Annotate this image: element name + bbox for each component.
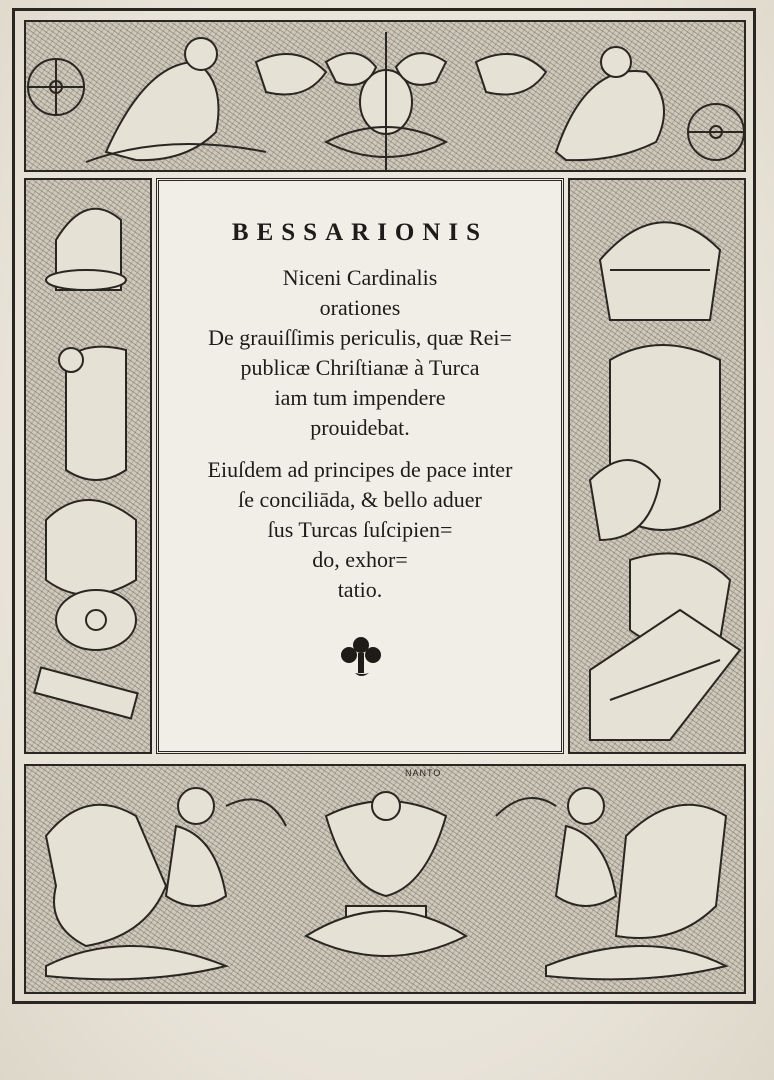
title-line-1: Niceni Cardinalis xyxy=(282,265,438,290)
right-woodcut-panel xyxy=(568,178,746,754)
left-woodcut-illustration xyxy=(26,180,150,752)
title-text-block xyxy=(156,178,564,754)
right-woodcut-illustration xyxy=(570,180,744,752)
book-title: BESSARIONIS xyxy=(231,219,489,246)
title-line-3: De grauiſſimis periculis, quæ Rei= xyxy=(208,325,512,350)
bottom-woodcut-panel xyxy=(24,764,746,994)
title-line-6: prouidebat. xyxy=(310,415,410,440)
title-line-9: ſus Turcas ſuſcipien= xyxy=(267,517,453,542)
title-line-11: tatio. xyxy=(337,577,383,602)
bottom-woodcut-illustration xyxy=(26,766,744,992)
title-line-4: publicæ Chriſtianæ à Turca xyxy=(240,355,480,380)
title-line-8: ſe conciliāda, & bello aduer xyxy=(238,487,482,512)
title-line-7: Eiuſdem ad principes de pace inter xyxy=(207,457,513,482)
title-line-2: orationes xyxy=(319,295,401,320)
top-woodcut-panel xyxy=(24,20,746,172)
title-line-10: do, exhor= xyxy=(312,547,408,572)
left-woodcut-panel xyxy=(24,178,152,754)
artist-mark: NANTO xyxy=(405,768,442,778)
title-line-5: iam tum impendere xyxy=(274,385,446,410)
fleuron-icon xyxy=(337,633,385,681)
top-woodcut-illustration xyxy=(26,22,744,170)
